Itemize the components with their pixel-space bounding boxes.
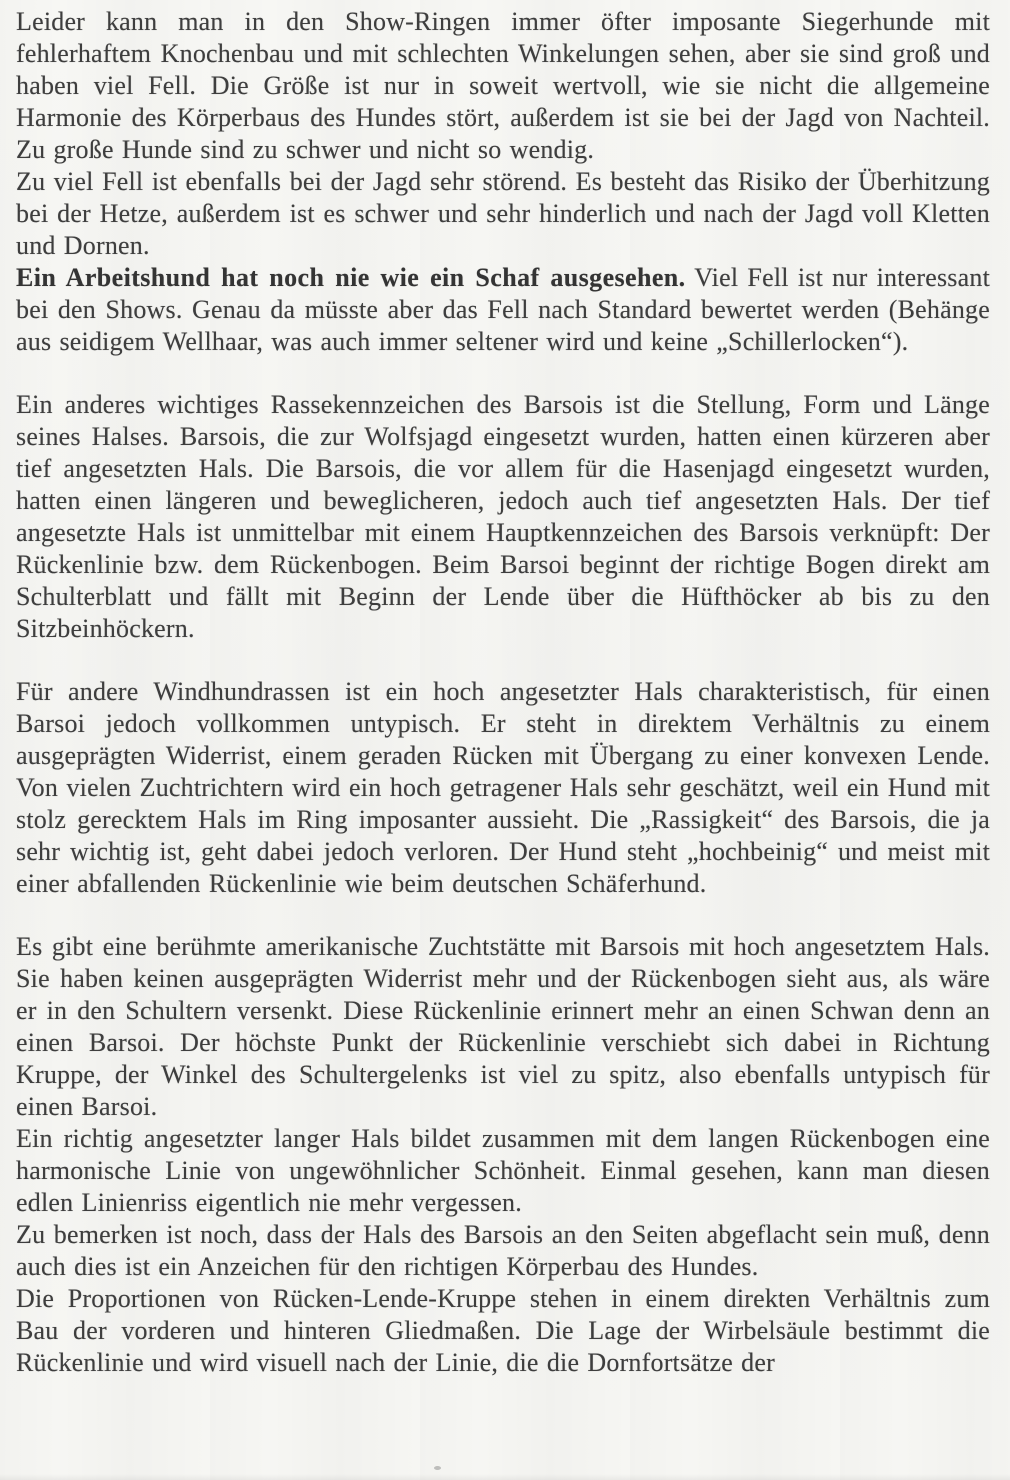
paragraph-windhundrassen: Für andere Windhundrassen ist ein hoch angesetzter Hals charakteristisch, für einen Barsoi jedoch vollkommen untypisch. Er steht in direktem Verhältnis zu einem ausgeprägten Widerrist, einem geraden Rücken mit Übergang zu einer konvexen Lende. Von vielen Zuchtrichtern wird ein hoch getragener Hals sehr geschätzt, weil ein Hund mit stolz gerecktem Hals im Ring imposanter aussieht. Die „Rassigkeit“ des Barsois, die ja sehr wichtig ist, geht dabei jedoch verloren. Der Hund steht „hochbeinig“ und meist mit einer abfallenden Rückenlinie wie beim deutschen Schäferhund. (16, 677, 990, 898)
paragraph-harmonische-linie: Ein richtig angesetzter langer Hals bildet zusammen mit dem langen Rückenbogen eine harmonische Linie von ungewöhnlicher Schönheit. Einmal gesehen, kann man diesen edlen Linienriss eigentlich nie mehr vergessen. (16, 1124, 990, 1217)
paragraph-arbeitshund-rest: Viel Fell ist nur interessant bei den Shows. Genau da müsste aber das Fell nach Standard bewertet werden (Behänge aus seidigem Wellhaar, was auch immer seltener wird und keine „Schillerlocken“). (16, 263, 990, 356)
scan-edge-shadow (0, 1474, 1010, 1480)
paragraph-hals-abgeflacht: Zu bemerken ist noch, dass der Hals des Barsois an den Seiten abgeflacht sein muß, denn auch dies ist ein Anzeichen für den richtigen Körperbau des Hundes. (16, 1220, 990, 1281)
bold-lead-sentence: Ein Arbeitshund hat noch nie wie ein Schaf ausgesehen. (16, 263, 686, 292)
paragraph-amerikanische-zuchtstaette: Es gibt eine berühmte amerikanische Zuchtstätte mit Barsois mit hoch angesetztem Hals. Sie haben keinen ausgeprägten Widerrist mehr und der Rückenbogen sieht aus, als wäre er in den Schultern versenkt. Diese Rückenlinie erinnert mehr an einen Schwan denn an einen Barsoi. Der höchste Punkt der Rückenlinie verschiebt sich dabei in Richtung Kruppe, der Winkel des Schultergelenks ist viel zu spitz, also ebenfalls untypisch für einen Barsoi. (16, 932, 990, 1121)
paragraph-zu-viel-fell: Zu viel Fell ist ebenfalls bei der Jagd sehr störend. Es besteht das Risiko der Überhitzung bei der Hetze, außerdem ist es schwer und sehr hinderlich und nach der Jagd voll Kletten und Dornen. (16, 167, 990, 260)
paragraph-arbeitshund (16, 262, 990, 358)
paragraph-rassekennzeichen-hals: Ein anderes wichtiges Rassekennzeichen des Barsois ist die Stellung, Form und Länge seines Halses. Barsois, die zur Wolfsjagd eingesetzt wurden, hatten einen kürzeren aber tief angesetzten Hals. Die Barsois, die vor allem für die Hasenjagd eingesetzt wurden, hatten einen längeren und beweglicheren, jedoch auch tief angesetzten Hals. Der tief angesetzte Hals ist unmittelbar mit einem Hauptkennzeichen des Barsois verknüpft: Der Rückenlinie bzw. dem Rückenbogen. Beim Barsoi beginnt der richtige Bogen direkt am Schulterblatt und fällt mit Beginn der Lende über die Hüfthöcker ab bis zu den Sitzbeinhöckern. (16, 390, 990, 643)
paragraph-proportionen: Die Proportionen von Rücken-Lende-Kruppe stehen in einem direkten Verhältnis zum Bau der vorderen und hinteren Gliedmaßen. Die Lage der Wirbelsäule bestimmt die Rückenlinie und wird visuell nach der Linie, die die Dornfortsätze der (16, 1284, 990, 1377)
paragraph-show-ringe: Leider kann man in den Show-Ringen immer öfter imposante Siegerhunde mit fehlerhaftem Knochenbau und mit schlechten Winkelungen sehen, aber sie sind groß und haben viel Fell. Die Größe ist nur in soweit wertvoll, wie sie nicht die allgemeine Harmonie des Körperbaus des Hundes stört, außerdem ist sie bei der Jagd von Nachteil. Zu große Hunde sind zu schwer und nicht so wendig. (16, 7, 990, 164)
scan-speck-artifact (434, 1466, 441, 1470)
